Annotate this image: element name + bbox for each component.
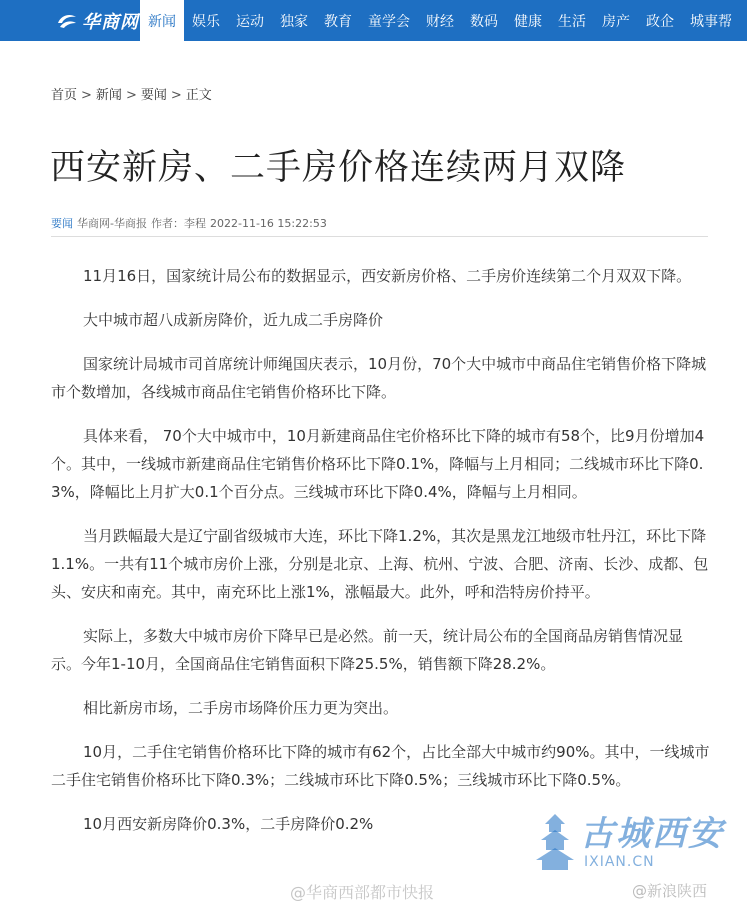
nav-item[interactable]: 数码 [470,13,498,30]
logo-text: 华商网 [82,12,139,33]
nav-item[interactable]: 健康 [514,13,542,30]
nav-item[interactable]: 财经 [426,13,454,30]
article-paragraph: 实际上，多数大中城市房价下降早已是必然。前一天，统计局公布的全国商品房销售情况显示。今年1-10月，全国商品住宅销售面积下降25.5%，销售额下降28.2%。 [51,627,684,673]
article-paragraph: 相比新房市场，二手房市场降价压力更为突出。 [83,699,399,717]
site-logo[interactable] [56,8,139,34]
logo-swirl-icon [56,10,78,32]
article-paragraph: 国家统计局城市司首席统计师绳国庆表示，10月份，70个大中城市中商品住宅销售价格下降城市个数增加，各线城市商品住宅销售价格环比下降。 [51,355,707,401]
weibo-watermark-center: @华商西部都市快报 [290,883,435,902]
article-title: 西安新房、二手房价格连续两月双降 [50,148,627,188]
article-meta [51,215,327,231]
breadcrumb-current: 正文 [185,88,212,103]
article-author: 李程 [183,217,206,230]
nav-item[interactable]: 城事帮 [690,13,732,30]
article-body [51,262,711,854]
article-timestamp: 2022-11-16 15:22:53 [209,217,327,230]
watermark-logo-domain: IXIAN.CN [584,854,655,870]
article-source: 华商网-华商报 [77,217,147,230]
article-paragraph: 当月跌幅最大是辽宁副省级城市大连，环比下降1.2%，其次是黑龙江地级市牡丹江，环比下降1.1%。一共有11个城市房价上涨，分别是北京、上海、杭州、宁波、合肥、济南、长沙、成都、包头、安庆和南充。其中，南充环比上涨1%，涨幅最大。此外，呼和浩特房价持平。 [51,527,709,601]
nav-item[interactable]: 娱乐 [192,13,220,30]
breadcrumb-separator: > [125,88,137,103]
weibo-watermark-right: @新浪陕西 [632,882,708,900]
author-label: 作者： [150,217,184,230]
breadcrumb-separator: > [81,88,92,103]
title-divider [51,236,708,237]
article-paragraph: 大中城市超八成新房降价，近九成二手房降价 [83,311,384,329]
breadcrumb-separator: > [170,88,182,103]
nav-item[interactable]: 新闻 [140,0,184,41]
pagoda-icon [532,812,578,872]
site-watermark-logo [532,806,722,882]
nav-item[interactable]: 童学会 [368,13,410,30]
article-paragraph: 10月西安新房降价0.3%，二手房降价0.2% [83,815,374,833]
breadcrumb-news[interactable]: 新闻 [95,88,122,103]
nav-item[interactable]: 房产 [602,13,630,30]
nav-item[interactable]: 政企 [646,13,674,30]
nav-menu [140,0,740,41]
nav-item[interactable]: 独家 [280,13,308,30]
article-paragraph: 11月16日，国家统计局公布的数据显示，西安新房价格、二手房价连续第二个月双双下降。 [83,267,692,285]
article-paragraph: 具体来看， 70个大中城市中，10月新建商品住宅价格环比下降的城市有58个，比9月份增加4个。其中，一线城市新建商品住宅销售价格环比下降0.1%，降幅与上月相同；二线城市环比下降0.3%，降幅比上月扩大0.1个百分点。三线城市环比下降0.4%，降幅与上月相同。 [51,427,705,501]
breadcrumb [51,84,212,103]
article-paragraph: 10月，二手住宅销售价格环比下降的城市有62个，占比全部大中城市约90%。其中，一线城市二手住宅销售价格环比下降0.3%；二线城市环比下降0.5%；三线城市环比下降0.5%。 [51,743,710,789]
breadcrumb-headline[interactable]: 要闻 [140,88,167,103]
nav-item[interactable]: 生活 [558,13,586,30]
top-navbar [0,0,747,41]
nav-item[interactable]: 运动 [236,13,264,30]
watermark-logo-text: 古城西安 [580,814,724,854]
category-tag-link[interactable]: 要闻 [51,217,73,230]
breadcrumb-home[interactable]: 首页 [51,88,78,103]
nav-item[interactable]: 教育 [324,13,352,30]
